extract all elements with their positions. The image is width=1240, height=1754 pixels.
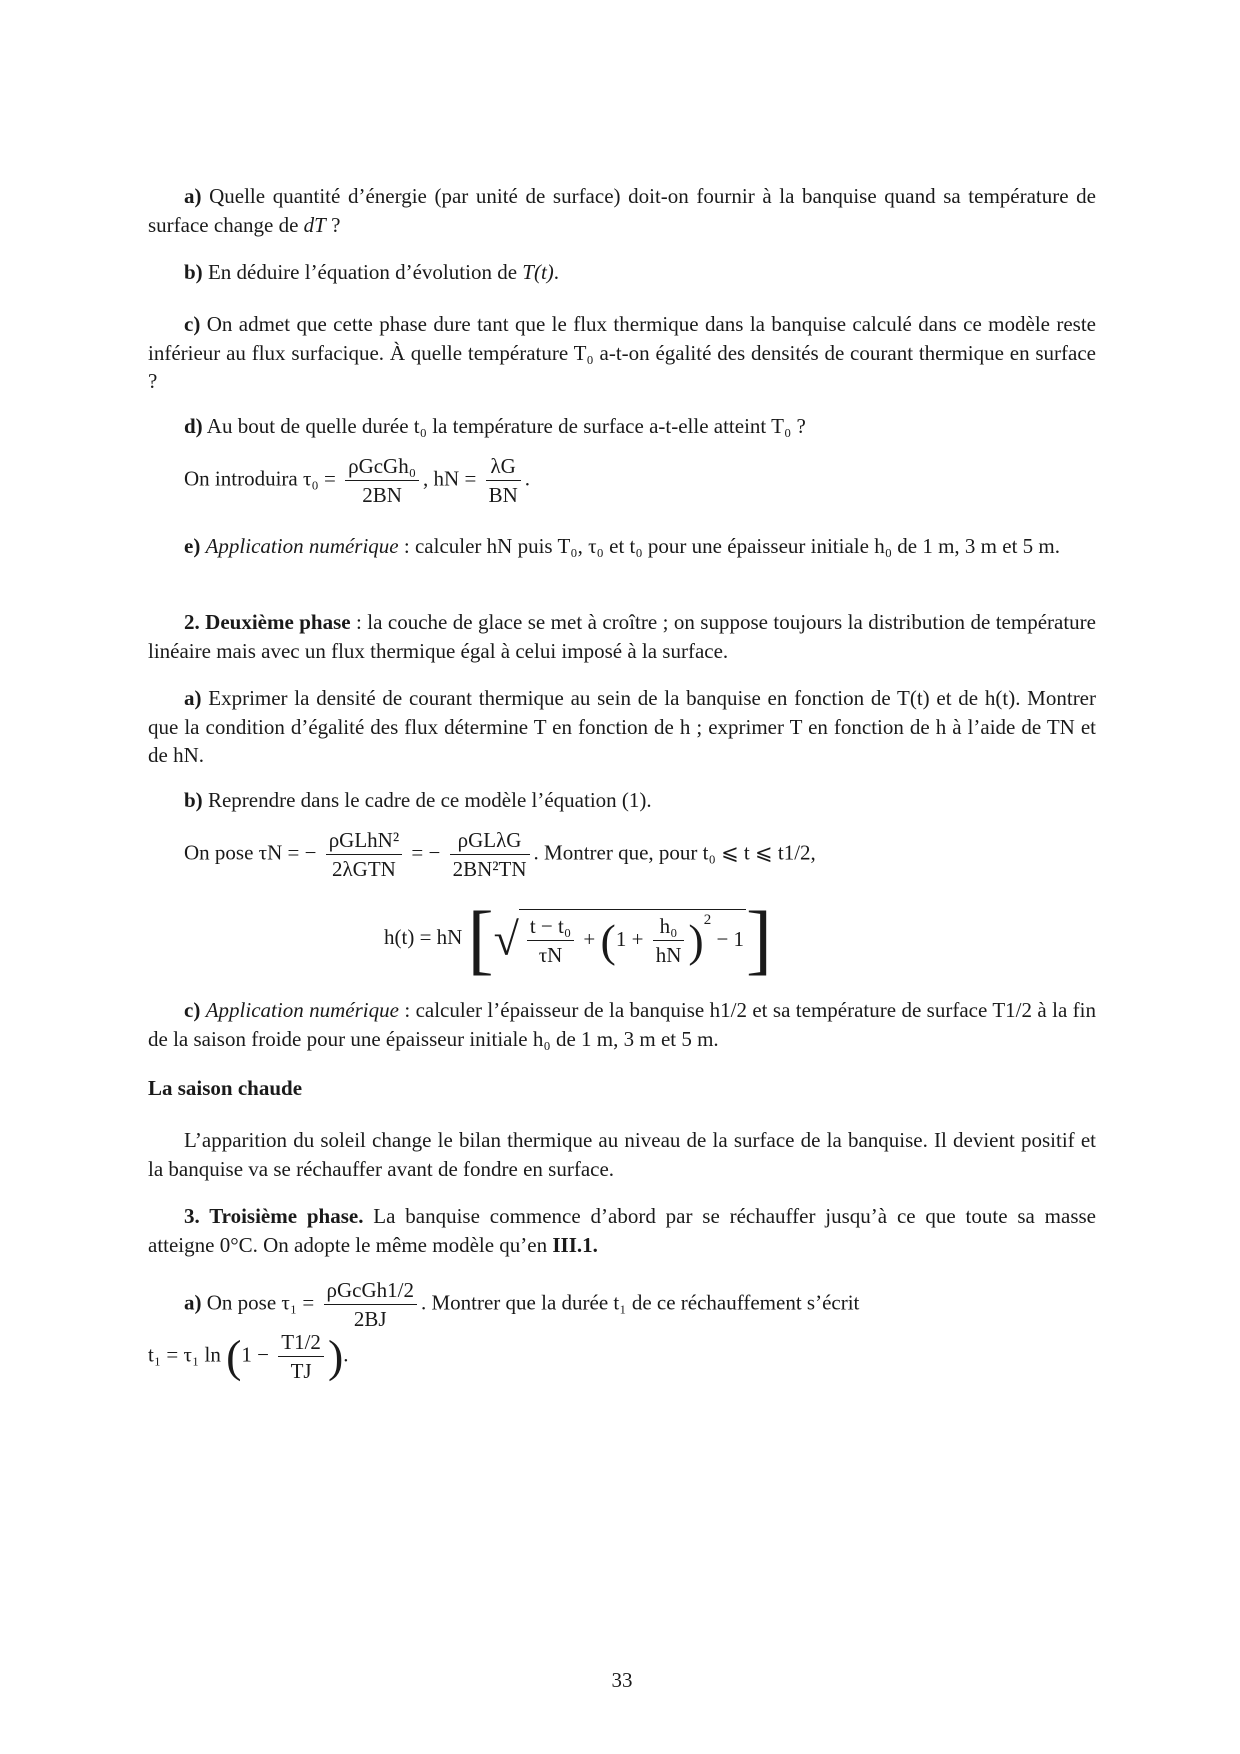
denominator: 2BN²TN [452, 857, 527, 881]
question-1d [148, 412, 1096, 441]
left-paren: ( [226, 1330, 242, 1382]
right-paren: ) [688, 914, 704, 966]
question-text: Quelle quantité d’énergie (par unité de surface) doit-on fournir à la banquise quand sa température de surface change de [148, 184, 1097, 237]
one-minus: 1 − [241, 1342, 270, 1367]
item-label: e) [184, 534, 201, 558]
left-bracket: [ [467, 895, 494, 982]
item-label: a) [184, 1290, 202, 1315]
phase-label: 2. Deuxième phase [184, 610, 351, 634]
numerator: λG [486, 452, 521, 481]
denominator: 2BN [362, 483, 402, 507]
question-text: On admet que cette phase dure tant que le flux thermique dans la banquise calculé dans ce modèle reste inférieur au flux surfacique. À quelle température T₀ a-t-on égalité des densités de courant thermique en surface ? [148, 312, 1096, 393]
sqrt-symbol: √ [493, 913, 519, 965]
formula-suffix: . [343, 1342, 349, 1367]
numerator: t − t₀ [527, 912, 574, 941]
item-label: c) [184, 998, 201, 1022]
fraction [486, 452, 521, 509]
question-text: Reprendre dans le cadre de ce modèle l’équation (1). [207, 788, 652, 812]
definition-tau0 [184, 452, 530, 509]
numerator: ρGLhN² [326, 826, 402, 855]
formula-mid: , hN = [423, 466, 477, 491]
phase-label: 3. Troisième phase. [184, 1204, 364, 1228]
question-end: . [553, 260, 560, 284]
formula-prefix: On introduira τ₀ = [184, 466, 336, 491]
numerator: ρGcGh₀ [345, 452, 419, 481]
formula-suffix: . Montrer que, pour t₀ ⩽ t ⩽ t1/2, [533, 840, 816, 865]
question-1c [148, 310, 1096, 396]
question-text: Au bout de quelle durée t₀ la température de surface a-t-elle atteint T₀ ? [206, 414, 806, 438]
question-1b [148, 258, 1096, 287]
formula-lhs: t₁ = τ₁ ln [148, 1342, 221, 1367]
phase-3-intro [148, 1202, 1096, 1259]
variable: T(t) [522, 260, 554, 284]
right-bracket: ] [746, 895, 773, 982]
numerator: h₀ [653, 912, 685, 941]
variable: dT [303, 212, 326, 237]
fraction [345, 452, 419, 509]
minus-one: − 1 [716, 926, 745, 951]
question-text: : calculer hN puis T₀, τ₀ et t₀ pour une épaisseur initiale h₀ de 1 m, 3 m et 5 m. [398, 534, 1060, 558]
question-2c [148, 996, 1096, 1053]
denominator: 2BJ [353, 1307, 387, 1331]
numerator: ρGLλG [450, 826, 530, 855]
equation-t1 [148, 1328, 349, 1385]
item-label: a) [184, 686, 202, 710]
fraction [324, 1276, 417, 1333]
denominator: hN [655, 943, 682, 968]
one-plus: 1 + [615, 926, 644, 951]
question-3a [184, 1276, 1096, 1333]
exponent: 2 [703, 911, 712, 928]
question-2b [148, 786, 1096, 815]
fraction [278, 1328, 324, 1385]
phase-text: : la couche de glace se met à croître ; on suppose toujours la distribution de température linéaire mais avec un flux thermique égal à celui imposé à la surface. [148, 610, 1096, 663]
item-label: b) [184, 260, 203, 284]
item-label: d) [184, 414, 203, 438]
item-label: c) [184, 312, 201, 336]
question-1e [148, 532, 1096, 561]
question-text: . Montrer que la durée t₁ de ce réchauffement s’écrit [420, 1290, 860, 1315]
warm-season-text: L’apparition du soleil change le bilan thermique au niveau de la surface de la banquise. Il devient positif et la banquise va se réchauffer avant de fondre en surface. [148, 1128, 1096, 1181]
formula-prefix: On pose τ₁ = [206, 1290, 315, 1315]
fraction [653, 912, 685, 969]
phase-2-intro [148, 608, 1096, 665]
section-title: La saison chaude [148, 1076, 303, 1100]
formula-mid: = − [411, 840, 441, 865]
question-text: Exprimer la densité de courant thermique au sein de la banquise en fonction de T(t) et de h(t). Montrer que la condition d’égalité des flux détermine T en fonction de h ; exprimer T en fonction de h à l’aide de TN et de hN. [148, 686, 1096, 767]
fraction [527, 912, 574, 969]
sqrt-content [519, 909, 746, 970]
right-paren: ) [327, 1330, 344, 1382]
denominator: 2λGTN [332, 857, 396, 881]
equation-h-of-t [384, 895, 773, 982]
formula-lhs: h(t) = hN [384, 924, 463, 949]
question-2a [148, 684, 1096, 770]
numerator: T1/2 [278, 1328, 324, 1357]
numerator: ρGcGh1/2 [324, 1276, 417, 1305]
phase-text: La banquise commence d’abord par se réchauffer jusqu’à ce que toute sa masse atteigne 0°C. On adopte le même modèle qu’en [148, 1204, 1096, 1257]
question-1a [148, 182, 1096, 239]
fraction [450, 826, 530, 883]
emphasis: Application numérique [205, 534, 399, 558]
page-number: 33 [611, 1668, 633, 1692]
item-label: a) [184, 184, 202, 208]
plus-sign: + [583, 926, 596, 951]
left-paren: ( [600, 914, 616, 966]
denominator: TJ [290, 1359, 312, 1383]
fraction [326, 826, 402, 883]
definition-tauN [184, 826, 816, 883]
denominator: BN [488, 483, 518, 507]
emphasis: Application numérique [205, 998, 399, 1022]
question-text: En déduire l’équation d’évolution de [207, 260, 523, 284]
item-label: b) [184, 788, 203, 812]
formula-suffix: . [524, 466, 530, 491]
question-end: ? [325, 212, 341, 237]
section-reference: III.1. [552, 1232, 598, 1257]
formula-prefix: On pose τN = − [184, 840, 317, 865]
question-text: : calculer l’épaisseur de la banquise h1/2 et sa température de surface T1/2 à la fin de la saison froide pour une épaisseur initiale h₀ de 1 m, 3 m et 5 m. [148, 998, 1096, 1051]
denominator: τN [538, 943, 563, 968]
